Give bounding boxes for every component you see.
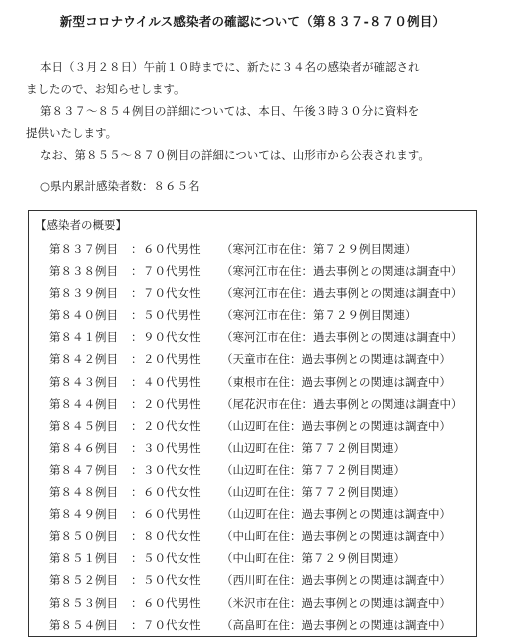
case-note: （山辺町在住：第７７２例目関連）	[221, 462, 405, 477]
case-number: 第８４１例目	[49, 330, 118, 345]
case-summary-heading: 【感染者の概要】	[35, 218, 127, 232]
case-separator: ：	[131, 396, 143, 411]
case-number: 第８５１例目	[49, 551, 118, 566]
case-row	[49, 348, 474, 370]
case-age-sex: ２０代男性	[143, 352, 201, 367]
case-row	[49, 481, 474, 503]
case-row	[49, 260, 474, 282]
paragraph-line: ましたので、お知らせします。	[26, 82, 186, 96]
paragraph-line: 本日（３月２８日）午前１０時までに、新たに３４名の感染者が確認され	[40, 60, 420, 74]
page-title: 新型コロナウイルス感染者の確認について（第８３７-８７０例目）	[59, 14, 446, 29]
case-number: 第８４０例目	[49, 308, 118, 323]
case-row	[49, 614, 474, 636]
case-note: （高畠町在住：過去事例との関連は調査中）	[221, 617, 451, 632]
case-separator: ：	[131, 352, 143, 367]
case-note: （寒河江市在住：過去事例との関連は調査中）	[221, 330, 463, 345]
case-row	[49, 326, 474, 348]
case-age-sex: ２０代男性	[143, 396, 201, 411]
case-age-sex: ７０代女性	[143, 617, 201, 632]
case-separator: ：	[131, 308, 143, 323]
case-row	[49, 415, 474, 437]
case-note: （中山町在住：第７２９例目関連）	[221, 551, 405, 566]
case-separator: ：	[131, 485, 143, 500]
case-separator: ：	[131, 418, 143, 433]
case-note: （寒河江市在住：過去事例との関連は調査中）	[221, 264, 463, 279]
case-separator: ：	[131, 529, 143, 544]
case-age-sex: ３０代男性	[143, 440, 201, 455]
case-number: 第８４５例目	[49, 418, 118, 433]
case-number: 第８４７例目	[49, 462, 118, 477]
case-row	[49, 503, 474, 525]
cumulative-total: ○県内累計感染者数：８６５名	[40, 179, 200, 193]
case-number: 第８５２例目	[49, 573, 118, 588]
case-number: 第８５０例目	[49, 529, 118, 544]
case-age-sex: ５０代女性	[143, 551, 201, 566]
case-separator: ：	[131, 507, 143, 522]
case-row	[49, 437, 474, 459]
case-row	[49, 547, 474, 569]
case-number: 第８４４例目	[49, 396, 118, 411]
case-separator: ：	[131, 462, 143, 477]
case-row	[49, 304, 474, 326]
case-age-sex: ８０代女性	[143, 529, 201, 544]
paragraph-yamagata-city	[40, 144, 480, 166]
case-number: 第８３９例目	[49, 286, 118, 301]
case-age-sex: ６０代男性	[143, 595, 201, 610]
paragraph-line: 提供いたします。	[26, 126, 118, 140]
case-number: 第８４３例目	[49, 374, 118, 389]
case-row	[49, 525, 474, 547]
case-age-sex: ６０代女性	[143, 485, 201, 500]
case-note: （山辺町在住：過去事例との関連は調査中）	[221, 507, 451, 522]
case-note: （西川町在住：過去事例との関連は調査中）	[221, 573, 451, 588]
case-number: 第８５３例目	[49, 595, 118, 610]
case-row	[49, 238, 474, 260]
case-number: 第８３７例目	[49, 242, 118, 256]
case-note: （山辺町在住：過去事例との関連は調査中）	[221, 418, 451, 433]
case-note: （東根市在住：過去事例との関連は調査中）	[221, 374, 451, 389]
case-separator: ：	[131, 242, 143, 256]
case-row	[49, 569, 474, 591]
paragraph-announcement	[26, 56, 480, 100]
case-note: （寒河江市在住：第７２９例目関連）	[221, 242, 417, 256]
case-age-sex: ２０代女性	[143, 418, 201, 433]
case-number: 第８３８例目	[49, 264, 118, 279]
case-summary-box	[28, 210, 477, 637]
case-separator: ：	[131, 551, 143, 566]
case-separator: ：	[131, 374, 143, 389]
case-number: 第８５４例目	[49, 617, 118, 632]
paragraph-details	[26, 100, 480, 144]
case-number: 第８４９例目	[49, 507, 118, 522]
case-number: 第８４２例目	[49, 352, 118, 367]
case-age-sex: ３０代女性	[143, 462, 201, 477]
case-note: （尾花沢市在住：過去事例との関連は調査中）	[221, 396, 463, 411]
case-age-sex: ４０代男性	[143, 374, 201, 389]
case-note: （山辺町在住：第７７２例目関連）	[221, 485, 405, 500]
case-note: （中山町在住：過去事例との関連は調査中）	[221, 529, 451, 544]
paragraph-line: 第８３７～８５４例目の詳細については、本日、午後３時３０分に資料を	[40, 104, 420, 118]
case-note: （寒河江市在住：第７２９例目関連）	[221, 308, 417, 323]
case-row	[49, 282, 474, 304]
case-age-sex: ７０代男性	[143, 264, 201, 279]
case-note: （米沢市在住：過去事例との関連は調査中）	[221, 595, 451, 610]
case-note: （寒河江市在住：過去事例との関連は調査中）	[221, 286, 463, 301]
case-row	[49, 371, 474, 393]
case-number: 第８４６例目	[49, 440, 118, 455]
case-separator: ：	[131, 573, 143, 588]
case-age-sex: ９０代女性	[143, 330, 201, 345]
case-age-sex: ５０代男性	[143, 308, 201, 323]
case-separator: ：	[131, 440, 143, 455]
case-note: （山辺町在住：第７７２例目関連）	[221, 440, 405, 455]
case-row	[49, 459, 474, 481]
case-row	[49, 393, 474, 415]
case-separator: ：	[131, 330, 143, 345]
case-separator: ：	[131, 286, 143, 301]
case-list	[49, 238, 474, 636]
case-separator: ：	[131, 617, 143, 632]
case-age-sex: ６０代男性	[143, 507, 201, 522]
paragraph-line: なお、第８５５～８７０例目の詳細については、山形市から公表されます。	[40, 148, 430, 162]
case-row	[49, 592, 474, 614]
case-age-sex: ５０代女性	[143, 573, 201, 588]
case-number: 第８４８例目	[49, 485, 118, 500]
case-note: （天童市在住：過去事例との関連は調査中）	[221, 352, 451, 367]
case-separator: ：	[131, 264, 143, 279]
case-age-sex: ７０代女性	[143, 286, 201, 301]
case-separator: ：	[131, 595, 143, 610]
case-age-sex: ６０代男性	[143, 242, 201, 256]
